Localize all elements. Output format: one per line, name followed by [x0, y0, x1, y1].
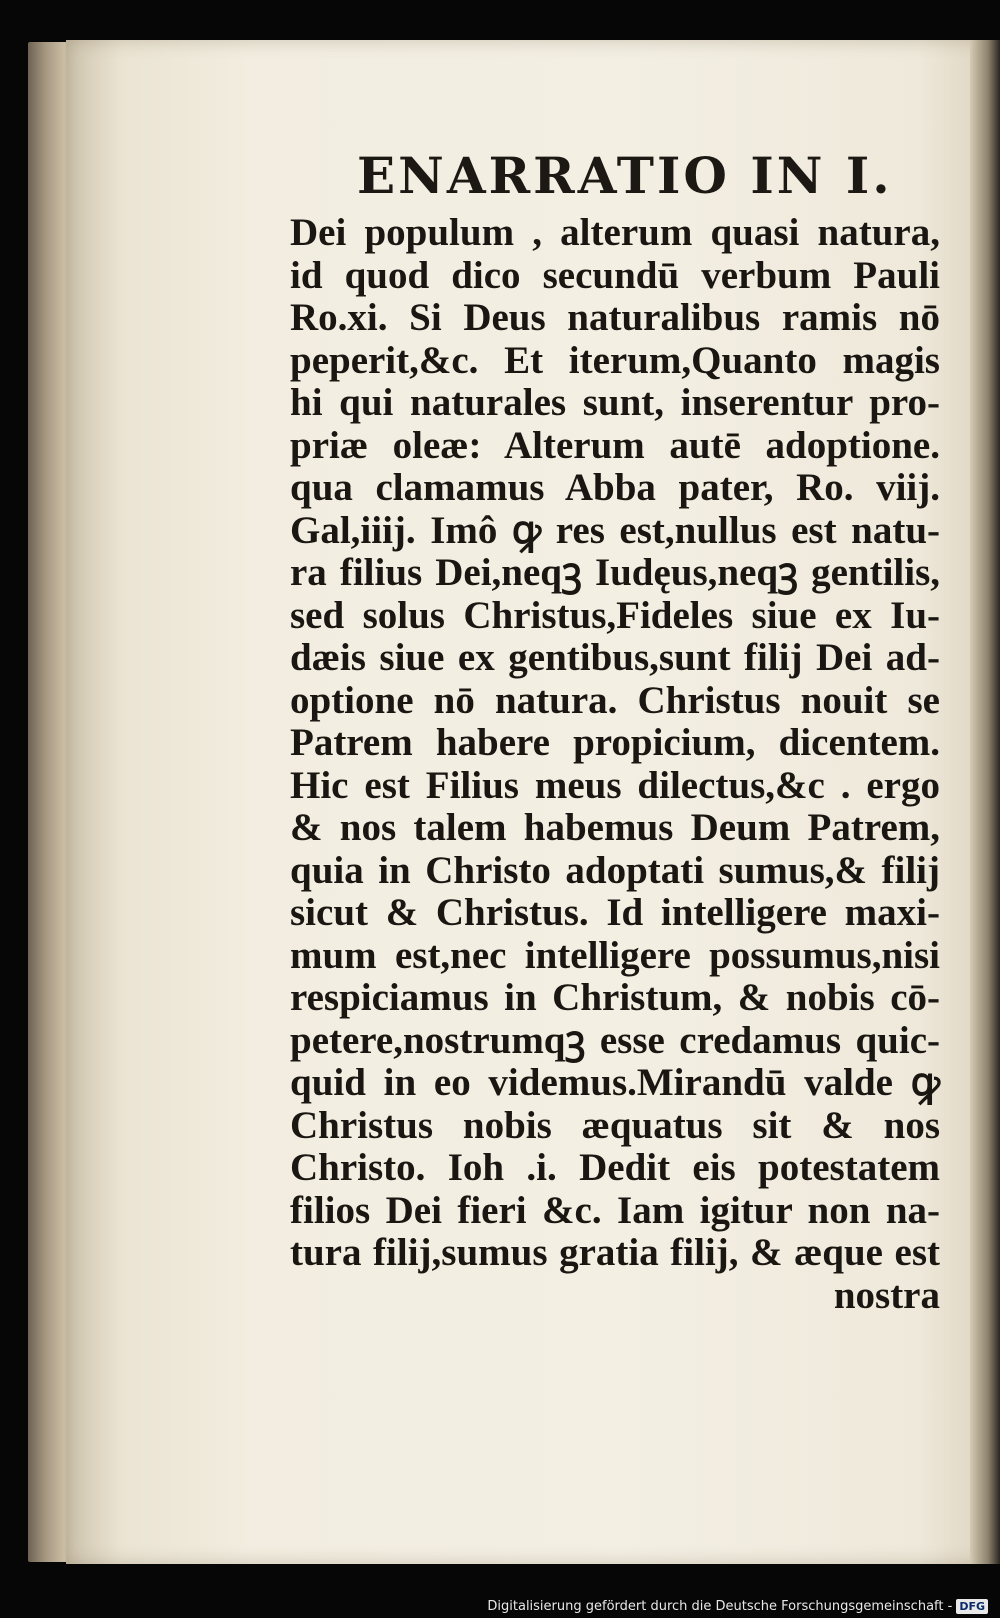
text-line: respiciamus in Christum, & nobis cō- [290, 976, 940, 1019]
text-line: quia in Christo adoptati sumus,& filij [290, 848, 940, 892]
text-line: sicut & Christus. Id intelligere maxi- [290, 891, 940, 934]
text-line: dæis siue ex gentibus,sunt filij Dei ad- [290, 636, 940, 679]
text-line: priæ oleæ: Alterum autē adoptione. [290, 423, 940, 467]
text-line: filios Dei fieri &c. Iam igitur non na- [290, 1188, 940, 1232]
text-line: petere,nostrumqꝫ esse credamus quic- [290, 1018, 940, 1062]
text-line: Ro.xi. Si Deus naturalibus ramis nō [290, 296, 940, 339]
text-line: Christo. Ioh .i. Dedit eis potestatem [290, 1146, 940, 1189]
text-line: mum est,nec intelligere possumus,nisi [290, 933, 940, 977]
catchword: nostra [833, 1273, 940, 1317]
digitization-credit [487, 1599, 988, 1614]
text-line: hi qui naturales sunt, inserentur pro- [290, 381, 940, 424]
text-line: quid in eo videmus.Mirandū valde ꝙ [290, 1061, 940, 1104]
right-page-edge [970, 40, 1000, 1564]
text-line: peperit,&c. Et iterum,Quanto magis [290, 338, 940, 382]
text-line: Dei populum , alterum quasi natura, [290, 211, 940, 254]
text-line: sed solus Christus,Fideles siue ex Iu- [290, 593, 940, 637]
text-line: id quod dico secundū verbum Pauli [290, 253, 940, 297]
text-line: & nos talem habemus Deum Patrem, [290, 806, 940, 849]
text-line: Christus nobis æquatus sit & nos [290, 1103, 940, 1147]
text-line: tura filij,sumus gratia filij, & æque est [290, 1231, 940, 1274]
credit-text: Digitalisierung gefördert durch die Deutsche Forschungsgemeinschaft - [487, 1599, 953, 1614]
text-line: Patrem habere propicium, dicentem. [290, 721, 940, 764]
text-line: qua clamamus Abba pater, Ro. viij. [290, 466, 940, 509]
text-line: Gal,iiij. Imô ꝙ res est,nullus est natu- [290, 508, 940, 552]
text-line: optione nō natura. Christus nouit se [290, 678, 940, 722]
running-head: ENARRATIO IN I. [357, 146, 893, 205]
dfg-logo: DFG [956, 1599, 988, 1614]
text-line: ra filius Dei,neqꝫ Iudęus,neqꝫ gentilis, [290, 551, 940, 594]
body-text [290, 212, 940, 1317]
text-line: Hic est Filius meus dilectus,&c . ergo [290, 763, 940, 807]
